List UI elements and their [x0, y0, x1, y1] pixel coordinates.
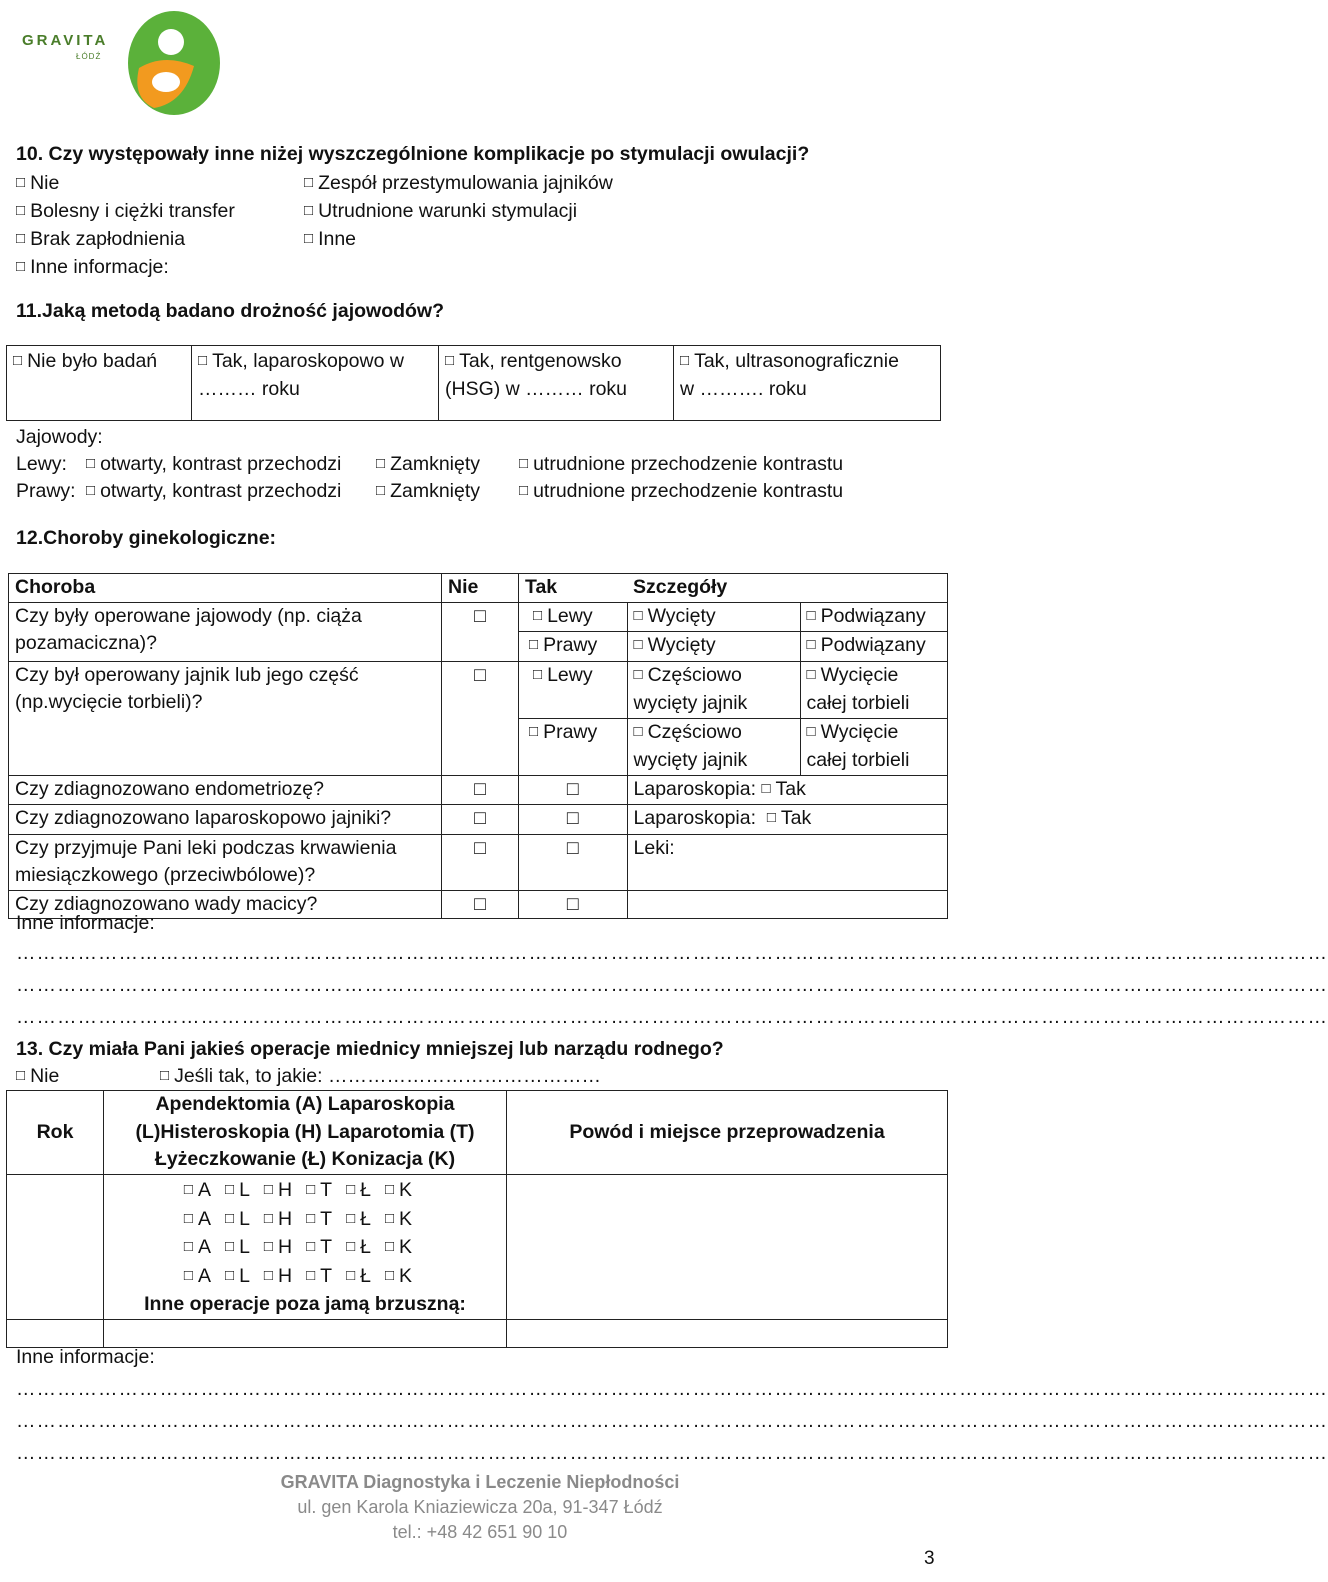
q13-inne-line-1[interactable]: …………………………………………………………………………………………………………………………………………………………………………	[16, 1378, 1328, 1400]
q13-header-procedures: Apendektomia (A) Laparoskopia (L)Histeroskopia (H) Laparotomia (T) Łyżeczkowanie (Ł) Konizacja (K)	[104, 1091, 507, 1175]
q13-opt-jesli[interactable]: □ Jeśli tak, to jakie: ……………………………………	[160, 1065, 601, 1088]
q10-opt-inne-info[interactable]: □ Inne informacje:	[16, 254, 235, 282]
procedure-checkbox-5[interactable]: □ K	[385, 1208, 412, 1230]
q12-header-choroba: Choroba	[9, 574, 442, 603]
procedure-checkbox-2[interactable]: □ H	[264, 1265, 292, 1287]
q12-r2-lewy-czesciowo[interactable]: □ Częściowo wycięty jajnik	[627, 661, 800, 718]
q13-inne-line-2[interactable]: …………………………………………………………………………………………………………………………………………………………………………	[16, 1410, 1328, 1432]
q11-opt-laparoskopowo[interactable]: □ Tak, laparoskopowo w	[198, 348, 432, 376]
q13-header-rok: Rok	[7, 1091, 104, 1175]
q10-opt-zespol[interactable]: □ Zespół przestymulowania jajników	[304, 170, 613, 198]
footer-company: GRAVITA Diagnostyka i Leczenie Niepłodności	[280, 1472, 680, 1492]
logo-city: ŁÓDŹ	[76, 52, 102, 61]
procedure-checkbox-0[interactable]: □ A	[184, 1236, 211, 1258]
q12-r1-lewy[interactable]: □ Lewy	[519, 602, 628, 632]
procedure-checkbox-0[interactable]: □ A	[184, 1179, 211, 1201]
q12-r2-lewy-wyciecie[interactable]: □ Wycięcie całej torbieli	[800, 661, 948, 718]
q10-title: 10. Czy występowały inne niżej wyszczególnione komplikacje po stymulacji owulacji?	[16, 143, 810, 165]
q12-header-szczegoly: Szczegóły	[627, 574, 948, 603]
prawy-otwarty[interactable]: □ otwarty, kontrast przechodzi	[86, 478, 341, 506]
q12-r3-nie[interactable]: □	[442, 775, 519, 805]
q12-r2-lewy[interactable]: □ Lewy	[519, 661, 628, 718]
q11-opt-usg[interactable]: □ Tak, ultrasonograficznie	[680, 348, 934, 376]
lewy-otwarty[interactable]: □ otwarty, kontrast przechodzi	[86, 451, 341, 479]
q11-methods-table	[6, 345, 941, 421]
q12-r6-tak[interactable]: □	[519, 890, 628, 919]
q12-r1-lewy-wyciety[interactable]: □ Wycięty	[627, 602, 800, 632]
q12-r5-tak[interactable]: □	[519, 834, 628, 890]
procedure-checkbox-3[interactable]: □ T	[306, 1265, 332, 1287]
procedure-checkbox-3[interactable]: □ T	[306, 1236, 332, 1258]
q13-extra-powod[interactable]	[507, 1319, 948, 1347]
q12-r4-detail: Laparoskopia: □ Tak	[627, 805, 948, 835]
q11-opt-nie[interactable]: □ Nie było badań	[13, 346, 185, 376]
procedure-checkbox-5[interactable]: □ K	[385, 1265, 412, 1287]
procedure-checkbox-4[interactable]: □ Ł	[346, 1179, 371, 1201]
q12-r4-nie[interactable]: □	[442, 805, 519, 835]
q13-letter-row	[110, 1206, 500, 1235]
page-number: 3	[924, 1548, 935, 1569]
lewy-utrudnione[interactable]: □ utrudnione przechodzenie kontrastu	[519, 451, 843, 479]
q10-opt-brak[interactable]: □ Brak zapłodnienia	[16, 226, 235, 254]
q12-r1-prawy-wyciety[interactable]: □ Wycięty	[627, 632, 800, 662]
q12-r2-prawy-wyciecie[interactable]: □ Wycięcie całej torbieli	[800, 718, 948, 775]
q10-opt-transfer[interactable]: □ Bolesny i ciężki transfer	[16, 198, 235, 226]
logo-name: GRAVITA	[22, 32, 109, 49]
lewy-zamkniety[interactable]: □ Zamknięty	[376, 451, 480, 479]
q12-r3-detail-tak[interactable]: □ Tak	[761, 778, 805, 800]
q10-opt-utrudnione[interactable]: □ Utrudnione warunki stymulacji	[304, 198, 613, 226]
q12-r6-detail[interactable]	[627, 890, 948, 919]
logo-mark	[14, 8, 214, 118]
q11-opt-usg-year[interactable]: w ………. roku	[680, 378, 807, 400]
q10-opt-nie[interactable]: □ Nie	[16, 170, 235, 198]
prawy-utrudnione[interactable]: □ utrudnione przechodzenie kontrastu	[519, 478, 843, 506]
q13-letter-row	[110, 1177, 500, 1206]
q12-r2-prawy-czesciowo[interactable]: □ Częściowo wycięty jajnik	[627, 718, 800, 775]
q12-r6-question: Czy zdiagnozowano wady macicy?	[9, 890, 442, 919]
q11-title: 11.Jaką metodą badano drożność jajowodów?	[16, 300, 445, 322]
procedure-checkbox-5[interactable]: □ K	[385, 1179, 412, 1201]
q12-r4-tak[interactable]: □	[519, 805, 628, 835]
procedure-checkbox-4[interactable]: □ Ł	[346, 1208, 371, 1230]
q12-r4-question: Czy zdiagnozowano laparoskopowo jajniki?	[9, 805, 442, 835]
procedure-checkbox-0[interactable]: □ A	[184, 1265, 211, 1287]
q12-inne-line-2[interactable]: …………………………………………………………………………………………………………………………………………………………………………	[16, 974, 1328, 996]
procedure-checkbox-5[interactable]: □ K	[385, 1236, 412, 1258]
footer-phone: tel.: +48 42 651 90 10	[392, 1522, 568, 1542]
procedure-checkbox-1[interactable]: □ L	[225, 1236, 250, 1258]
q13-header-powod: Powód i miejsce przeprowadzenia	[507, 1091, 948, 1175]
q12-r3-tak[interactable]: □	[519, 775, 628, 805]
q10-opt-inne[interactable]: □ Inne	[304, 226, 613, 254]
procedure-checkbox-0[interactable]: □ A	[184, 1208, 211, 1230]
q13-letters-block	[104, 1175, 507, 1320]
q12-r2-nie[interactable]: □	[442, 661, 519, 775]
q12-r1-nie[interactable]: □	[442, 602, 519, 661]
q12-title: 12.Choroby ginekologiczne:	[16, 527, 277, 549]
q12-r5-nie[interactable]: □	[442, 834, 519, 890]
procedure-checkbox-3[interactable]: □ T	[306, 1179, 332, 1201]
jajowody-prawy-label: Prawy:	[16, 480, 76, 502]
procedure-checkbox-3[interactable]: □ T	[306, 1208, 332, 1230]
q13-powod-cell[interactable]	[507, 1175, 948, 1320]
q12-header-tak: Tak	[519, 574, 628, 603]
q13-letter-row	[110, 1263, 500, 1292]
procedure-checkbox-1[interactable]: □ L	[225, 1208, 250, 1230]
q12-r5-detail[interactable]: Leki:	[627, 834, 948, 890]
jajowody-lewy-label: Lewy:	[16, 453, 67, 475]
q12-r1-prawy-podwiazany[interactable]: □ Podwiązany	[800, 632, 948, 662]
q12-header-nie: Nie	[442, 574, 519, 603]
procedure-checkbox-4[interactable]: □ Ł	[346, 1236, 371, 1258]
footer-address: ul. gen Karola Kniaziewicza 20a, 91-347 Łódź	[297, 1497, 663, 1517]
q12-r3-detail: Laparoskopia: □ Tak	[627, 775, 948, 805]
q12-r1-lewy-podwiazany[interactable]: □ Podwiązany	[800, 602, 948, 632]
q11-opt-rentgen-year[interactable]: (HSG) w ……… roku	[445, 378, 628, 400]
q13-inne-line-3[interactable]: …………………………………………………………………………………………………………………………………………………………………………	[16, 1442, 1328, 1464]
procedure-checkbox-1[interactable]: □ L	[225, 1179, 250, 1201]
q13-extra-rok[interactable]	[7, 1319, 104, 1347]
q12-r3-question: Czy zdiagnozowano endometriozę?	[9, 775, 442, 805]
procedure-checkbox-2[interactable]: □ H	[264, 1236, 292, 1258]
q11-opt-laparoskopowo-year[interactable]: ……… roku	[198, 378, 300, 400]
jajowody-label: Jajowody:	[16, 426, 103, 448]
q13-inne-op: Inne operacje poza jamą brzuszną:	[144, 1293, 466, 1315]
q13-rok-cell[interactable]	[7, 1175, 104, 1320]
q12-r2-question: Czy był operowany jajnik lub jego część (np.wycięcie torbieli)?	[9, 661, 442, 775]
q13-inne-label: Inne informacje:	[16, 1346, 155, 1368]
q12-r1-prawy[interactable]: □ Prawy	[519, 632, 628, 662]
q13-extra-procedure[interactable]	[104, 1319, 507, 1347]
q12-r6-nie[interactable]: □	[442, 890, 519, 919]
q13-title: 13. Czy miała Pani jakieś operacje miednicy mniejszej lub narządu rodnego?	[16, 1038, 724, 1060]
q12-r1-question: Czy były operowane jajowody (np. ciąża pozamaciczna)?	[9, 602, 442, 661]
q12-inne-label: Inne informacje:	[16, 912, 155, 934]
q11-opt-rentgen[interactable]: □ Tak, rentgenowsko	[445, 348, 667, 376]
q12-r5-question: Czy przyjmuje Pani leki podczas krwawienia miesiączkowego (przeciwbólowe)?	[9, 834, 442, 890]
prawy-zamkniety[interactable]: □ Zamknięty	[376, 478, 480, 506]
procedure-checkbox-4[interactable]: □ Ł	[346, 1265, 371, 1287]
procedure-checkbox-2[interactable]: □ H	[264, 1208, 292, 1230]
q13-opt-nie[interactable]: □ Nie	[16, 1065, 59, 1088]
q12-inne-line-1[interactable]: …………………………………………………………………………………………………………………………………………………………………………	[16, 942, 1328, 964]
q10-col2	[304, 170, 613, 254]
q12-inne-line-3[interactable]: …………………………………………………………………………………………………………………………………………………………………………	[16, 1006, 1328, 1028]
logo	[14, 8, 214, 118]
q10-col1	[16, 170, 235, 282]
q12-table	[8, 573, 948, 919]
q13-letter-row	[110, 1234, 500, 1263]
q12-r2-prawy[interactable]: □ Prawy	[519, 718, 628, 775]
q13-table	[6, 1090, 948, 1348]
procedure-checkbox-1[interactable]: □ L	[225, 1265, 250, 1287]
procedure-checkbox-2[interactable]: □ H	[264, 1179, 292, 1201]
q12-r4-detail-tak[interactable]: □ Tak	[767, 807, 811, 829]
